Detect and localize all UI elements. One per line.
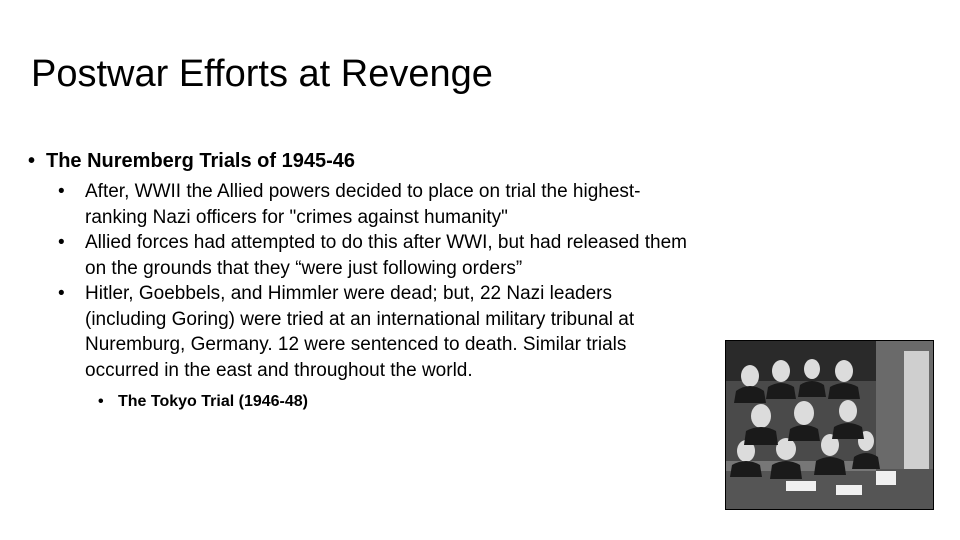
sub-bullet-text: Hitler, Goebbels, and Himmler were dead; but, 22 Nazi leaders (including Goring) were tried at an international military tribunal at Nuremburg, Germany. 12 were sentenced to death. Similar trials occurred in the east and throughout the world. xyxy=(85,283,635,381)
bullet-dot: • xyxy=(58,181,65,202)
bullet-level1 xyxy=(28,147,698,175)
photo-illustration xyxy=(726,341,933,509)
sub-bullet xyxy=(58,281,698,383)
bullet-dot: • xyxy=(28,150,36,172)
sub-bullet xyxy=(58,230,698,281)
bullet-dot: • xyxy=(58,232,65,253)
bullet-text: The Nuremberg Trials of 1945-46 xyxy=(46,150,356,172)
slide-title: Postwar Efforts at Revenge xyxy=(31,53,493,95)
sub-sub-bullet xyxy=(98,391,698,413)
nuremberg-trial-photo xyxy=(725,340,934,510)
sub-bullet xyxy=(58,179,698,230)
bullet-dot: • xyxy=(98,393,104,410)
bullet-dot: • xyxy=(58,283,65,304)
sub-bullet-text: Allied forces had attempted to do this after WWI, but had released them on the grounds that they “were just following orders” xyxy=(85,232,687,279)
sub-bullet-text: After, WWII the Allied powers decided to place on trial the highest-ranking Nazi officers for "crimes against humanity" xyxy=(85,181,641,228)
sub-bullet-list xyxy=(58,179,698,383)
sub-sub-bullet-text: The Tokyo Trial (1946-48) xyxy=(118,393,308,410)
bullet-list xyxy=(28,147,698,413)
